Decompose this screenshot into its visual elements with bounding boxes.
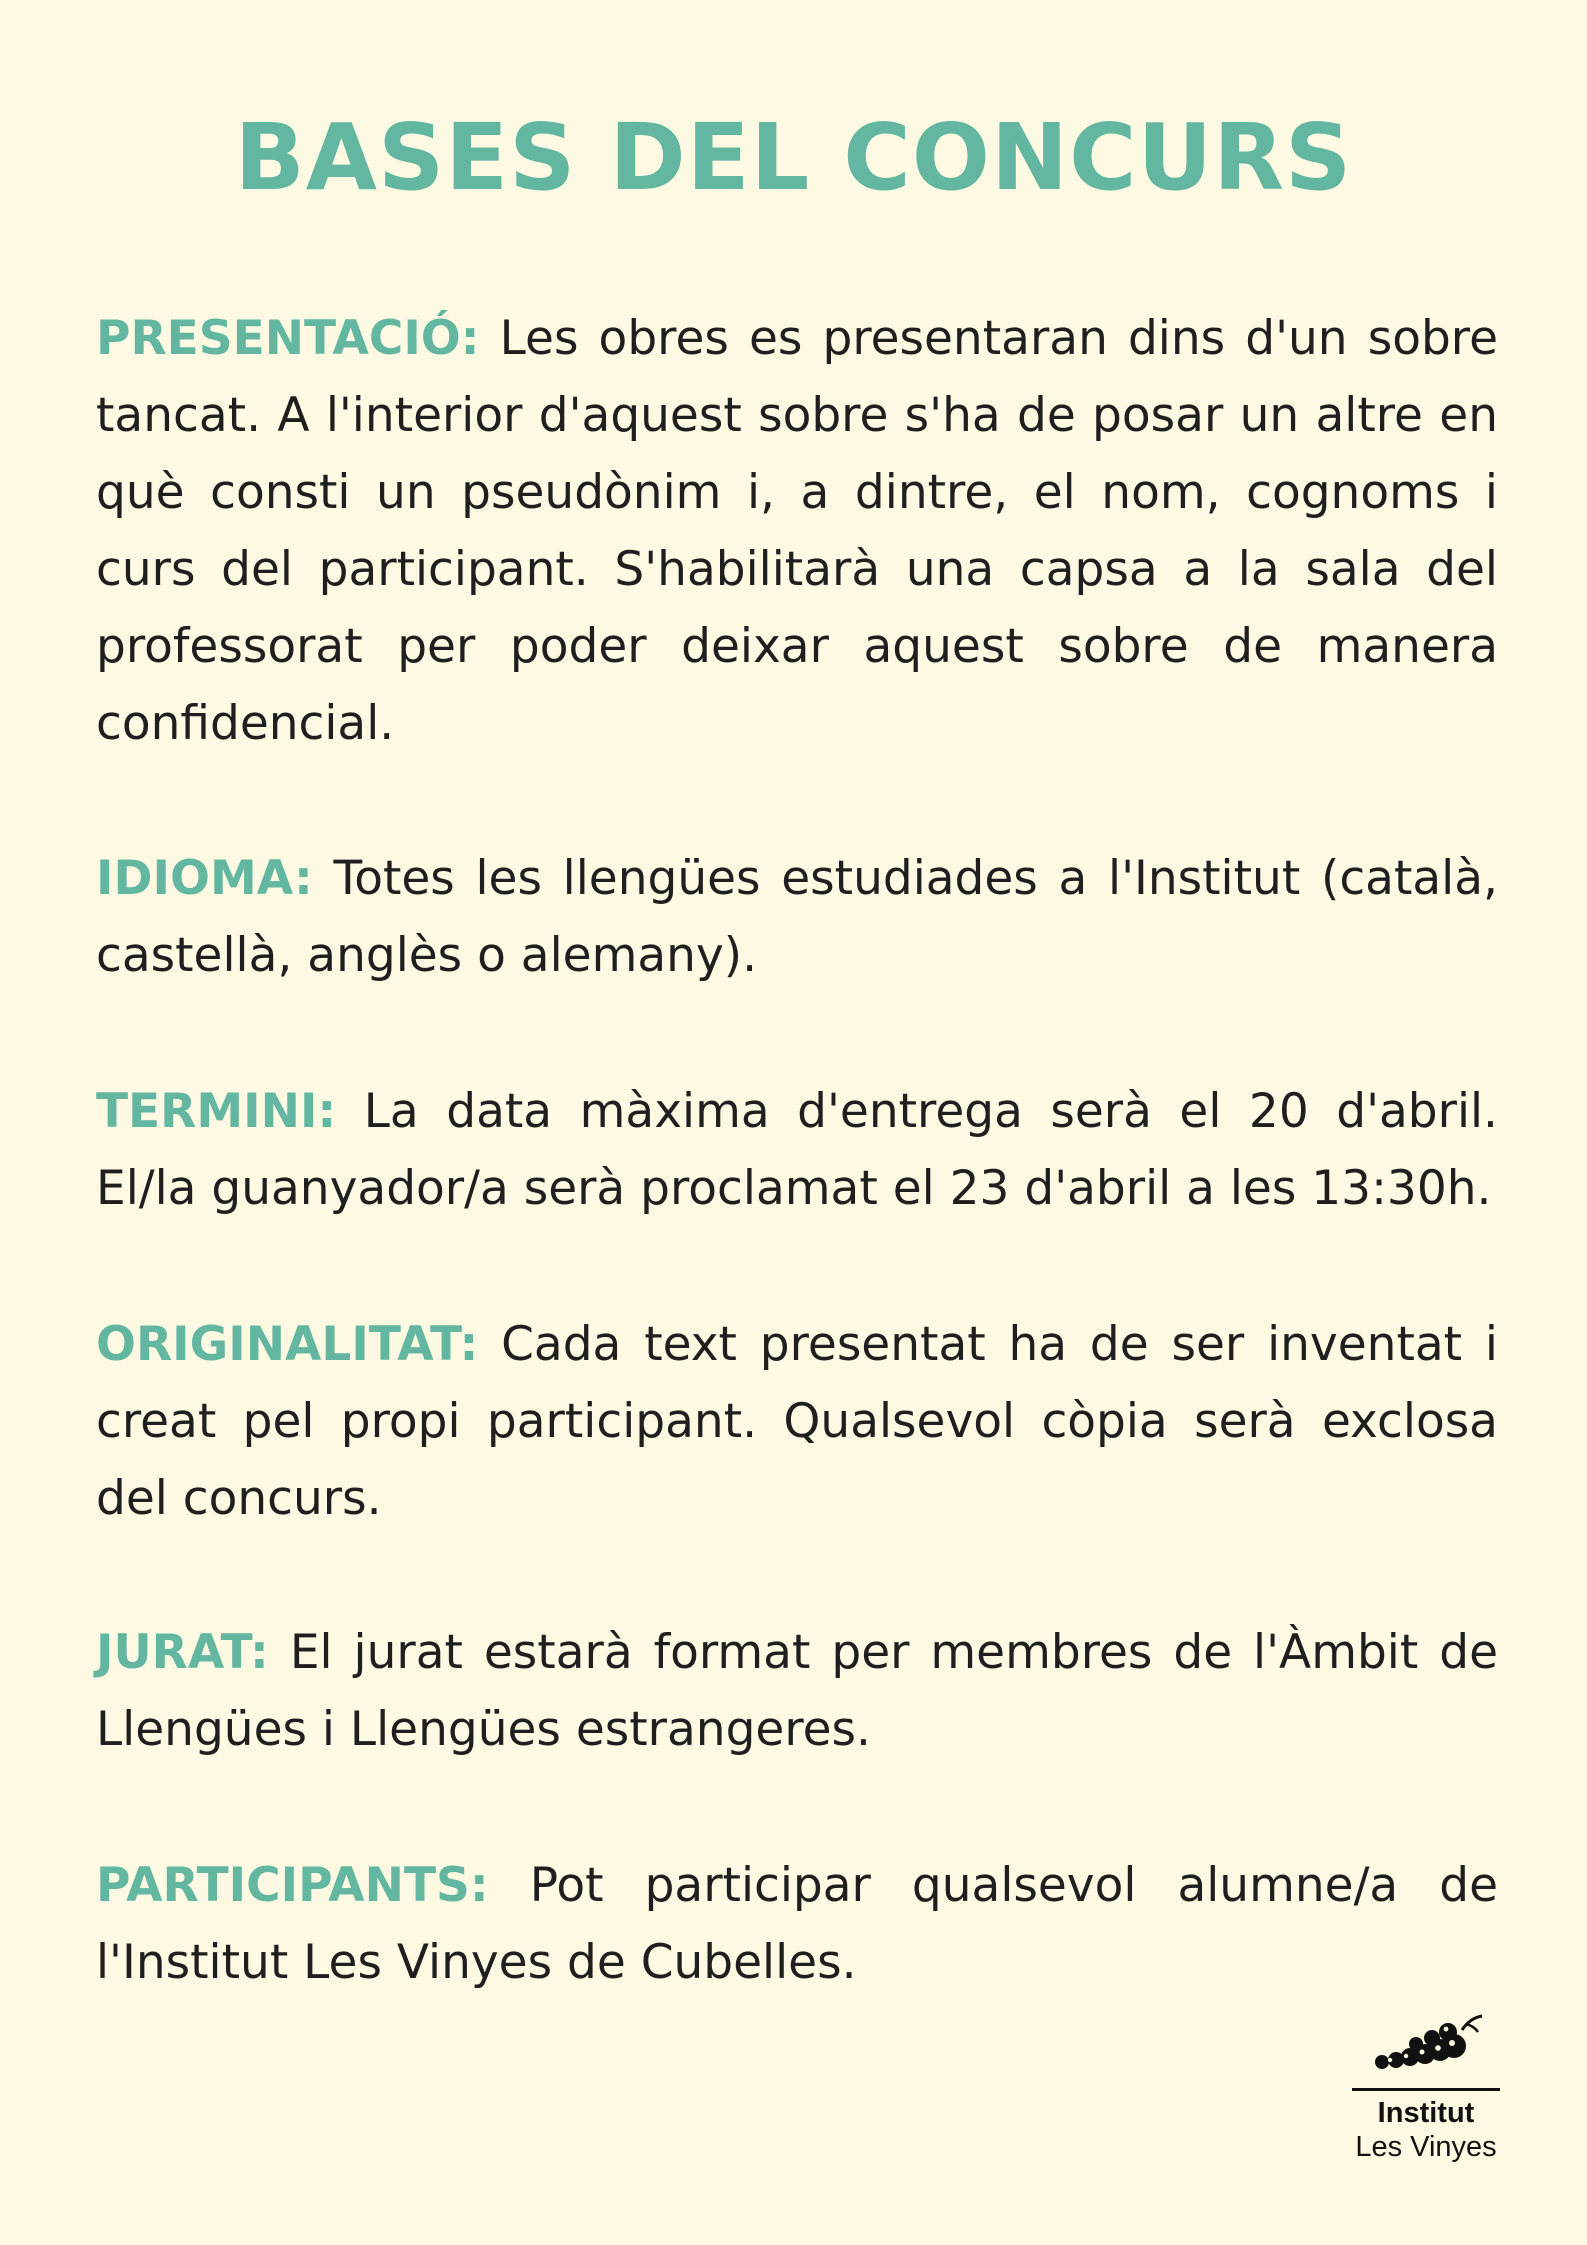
- section-label: JURAT:: [96, 1625, 269, 1680]
- section-presentacio: [96, 300, 1498, 762]
- page-title: BASES DEL CONCURS: [234, 104, 1353, 211]
- section-text: Cada text presentat ha de ser inventat i creat pel propi participant. Qualsevol còpia serà exclosa del concurs.: [96, 1317, 1498, 1526]
- section-participants: [96, 1847, 1498, 2001]
- section-idioma: [96, 840, 1498, 994]
- section-label: PRESENTACIÓ:: [96, 311, 480, 366]
- section-label: PARTICIPANTS:: [96, 1858, 489, 1913]
- grape-cluster-icon: [1370, 2010, 1490, 2080]
- section-text: El jurat estarà format per membres de l'Àmbit de Llengües i Llengües estrangeres.: [96, 1625, 1498, 1757]
- section-termini: [96, 1073, 1498, 1227]
- section-text: Pot participar qualsevol alumne/a de l'Institut Les Vinyes de Cubelles.: [96, 1858, 1498, 1990]
- section-label: TERMINI:: [96, 1084, 337, 1139]
- section-jurat: [96, 1614, 1498, 1768]
- logo-divider: [1352, 2088, 1500, 2091]
- section-label: ORIGINALITAT:: [96, 1317, 479, 1372]
- section-text: Les obres es presentaran dins d'un sobre tancat. A l'interior d'aquest sobre s'ha de posar un altre en què consti un pseudònim i, a dintre, el nom, cognoms i curs del participant. S'habilitarà una capsa a la sala del professorat per poder deixar aquest sobre de manera confidencial.: [96, 311, 1498, 751]
- section-text: La data màxima d'entrega serà el 20 d'abril. El/la guanyador/a serà proclamat el 23 d'abril a les 13:30h.: [96, 1084, 1498, 1216]
- logo-text-institut: Institut: [1377, 2097, 1475, 2129]
- section-originalitat: [96, 1306, 1498, 1537]
- section-label: IDIOMA:: [96, 851, 313, 906]
- section-text: Totes les llengües estudiades a l'Institut (català, castellà, anglès o alemany).: [96, 851, 1498, 983]
- logo-text-les-vinyes: Les Vinyes: [1355, 2131, 1497, 2163]
- institut-logo: [1340, 2010, 1500, 2163]
